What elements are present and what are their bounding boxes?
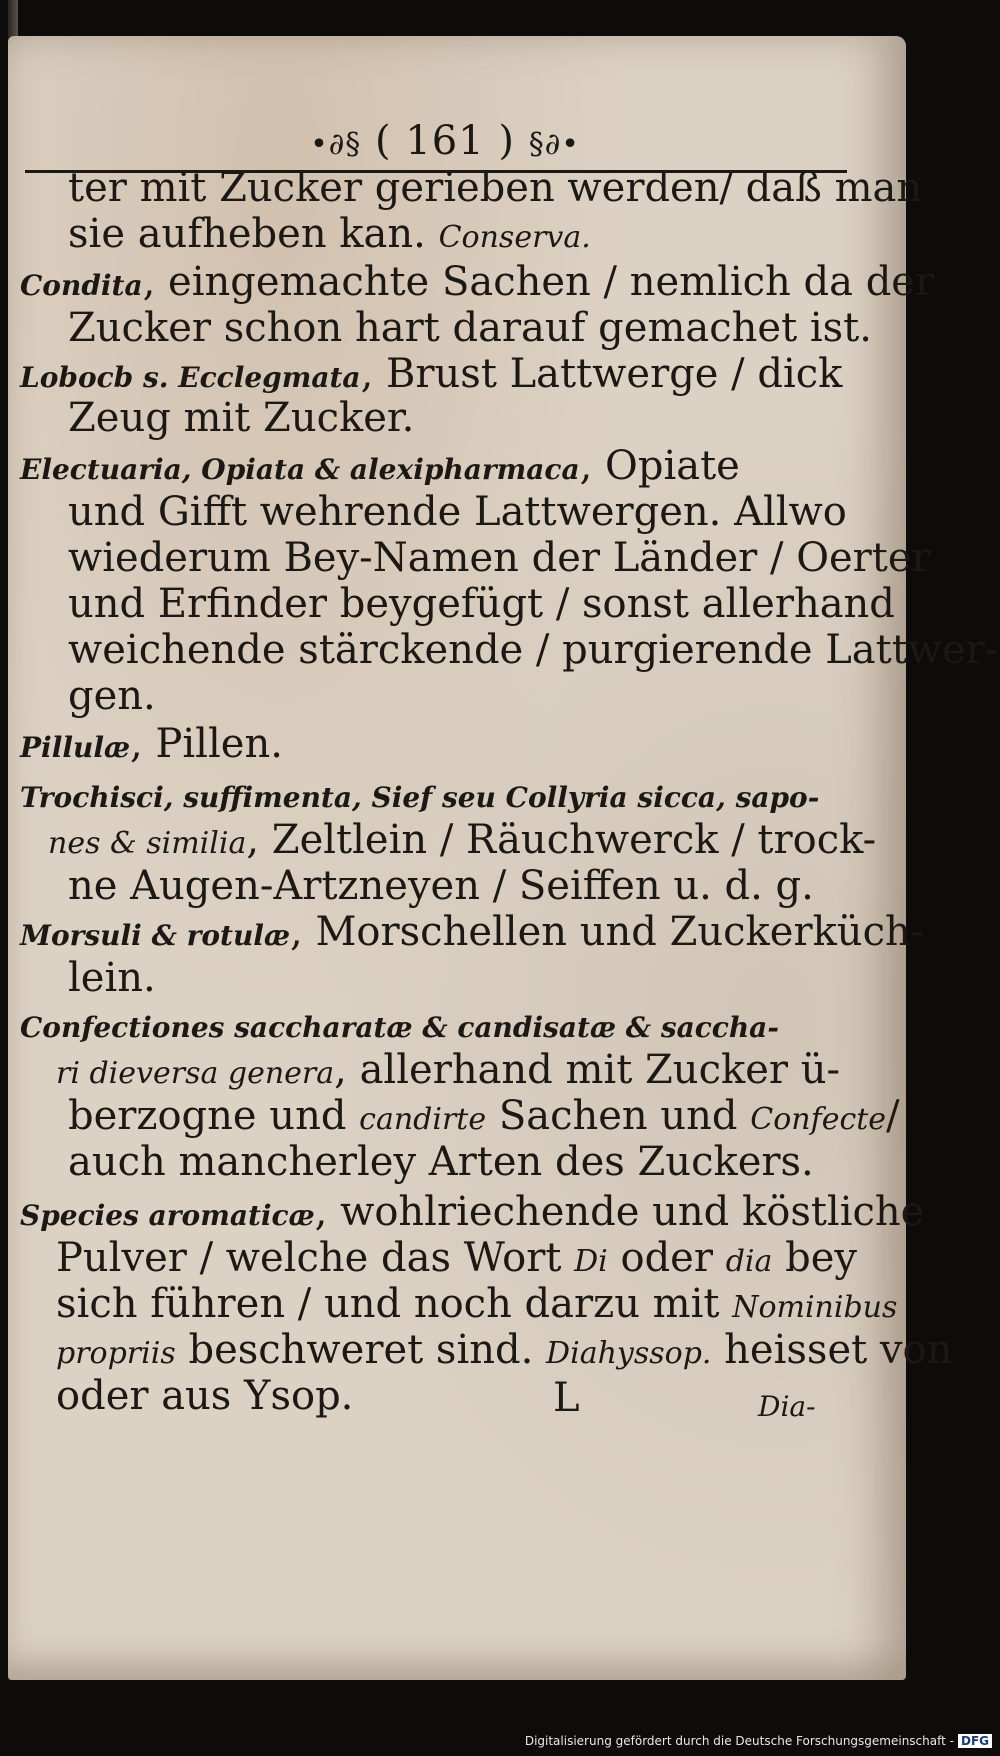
fraktur-text: ne Augen-Artzneyen / Seiffen u. d. g. [68,863,814,909]
text-line [56,1235,857,1281]
fraktur-text: , eingemachte Sachen / nemlich da der [142,259,935,305]
dfg-logo: DFG [958,1734,992,1748]
running-header [280,118,610,164]
latin-term: Conserva. [438,220,591,255]
latin-term: ri dieversa genera [56,1056,335,1091]
text-line [68,211,591,257]
page-number: ( 161 ) [375,118,515,164]
text-line [68,489,847,535]
text-line [68,581,895,627]
fraktur-text: , allerhand mit Zucker ü- [334,1047,840,1093]
latin-term: Lobocb s. Ecclegmata [20,361,361,394]
fraktur-text: , Brust Lattwerge / dick [360,351,843,397]
text-line [68,863,814,909]
fraktur-text: Zucker schon hart darauf gemachet ist. [68,305,872,351]
fraktur-text: bey [772,1235,857,1281]
text-line [20,259,935,305]
fraktur-text: lein. [68,955,156,1001]
right-ornament: §∂• [528,127,580,162]
latin-term: Confectiones saccharatæ & candisatæ & saccha- [20,1011,779,1044]
catchword: Dia- [758,1390,816,1423]
fraktur-text: oder aus Ysop. [56,1373,354,1419]
text-line [20,351,843,397]
text-line [56,1327,953,1373]
fraktur-text: weichende stärckende / purgierende Lattwer- [68,627,999,673]
latin-term: Morsuli & rotulæ [20,919,291,952]
digitization-credit [525,1734,992,1748]
fraktur-text: Zeug mit Zucker. [68,395,415,441]
text-line [68,305,872,351]
fraktur-text: oder [607,1235,726,1281]
latin-term: Electuaria, Opiata & alexipharmaca [20,453,580,486]
latin-term: Species aromaticæ [20,1199,315,1232]
latin-term: Condita [20,269,143,302]
fraktur-text: , Opiate [579,443,740,489]
latin-term: propriis [56,1336,176,1371]
fraktur-text: , Pillen. [130,721,283,767]
fraktur-text: / [886,1093,900,1139]
fraktur-text: Sachen und [486,1093,751,1139]
text-line [68,395,415,441]
text-line [68,673,156,719]
fraktur-text: , Zeltlein / Räuchwerck / trock- [246,817,877,863]
text-line [20,721,283,767]
text-line [56,1281,898,1327]
signature-mark: L [553,1375,580,1421]
text-line [20,774,819,814]
text-line [68,535,931,581]
text-line [68,627,999,673]
fraktur-text: sich führen / und noch darzu mit [56,1281,733,1327]
text-line [68,1093,900,1139]
text-line [20,909,925,955]
fraktur-text: , wohlriechende und köstliche [314,1189,925,1235]
text-line [68,1139,814,1185]
text-line [56,1373,354,1419]
text-line [20,1004,779,1044]
text-line [48,817,877,863]
fraktur-text: Pulver / welche das Wort [56,1235,575,1281]
latin-term: candirte [359,1102,487,1137]
fraktur-text: , Morschellen und Zuckerküch- [290,909,925,955]
latin-term: Pillulæ [20,731,131,764]
credit-text: Digitalisierung gefördert durch die Deutsche Forschungsgemeinschaft - [524,1734,954,1748]
text-line [68,955,156,1001]
text-line [20,1189,925,1235]
latin-term: Diahyssop. [546,1336,712,1371]
fraktur-text: und Erfinder beygefügt / sonst allerhand [68,581,895,627]
text-line [20,443,740,489]
fraktur-text: berzogne und [68,1093,360,1139]
fraktur-text: ter mit Zucker gerieben werden/ daß man [68,165,923,211]
left-ornament: •∂§ [310,127,362,162]
latin-term: Nominibus [732,1290,898,1325]
fraktur-text: wiederum Bey-Namen der Länder / Oerter [68,535,931,581]
fraktur-text: beschweret sind. [175,1327,547,1373]
text-line [56,1047,840,1093]
fraktur-text: gen. [68,673,156,719]
fraktur-text: und Gifft wehrende Lattwergen. Allwo [68,489,847,535]
latin-term: Di [574,1244,608,1279]
fraktur-text: heisset von [711,1327,953,1373]
fraktur-text: sie aufheben kan. [68,211,439,257]
latin-term: dia [725,1244,773,1279]
latin-term: nes & similia [48,826,247,861]
latin-term: Confecte [750,1102,887,1137]
text-line [68,165,923,211]
latin-term: Trochisci, suffimenta, Sief seu Collyria sicca, sapo- [20,781,820,814]
fraktur-text: auch mancherley Arten des Zuckers. [68,1139,814,1185]
